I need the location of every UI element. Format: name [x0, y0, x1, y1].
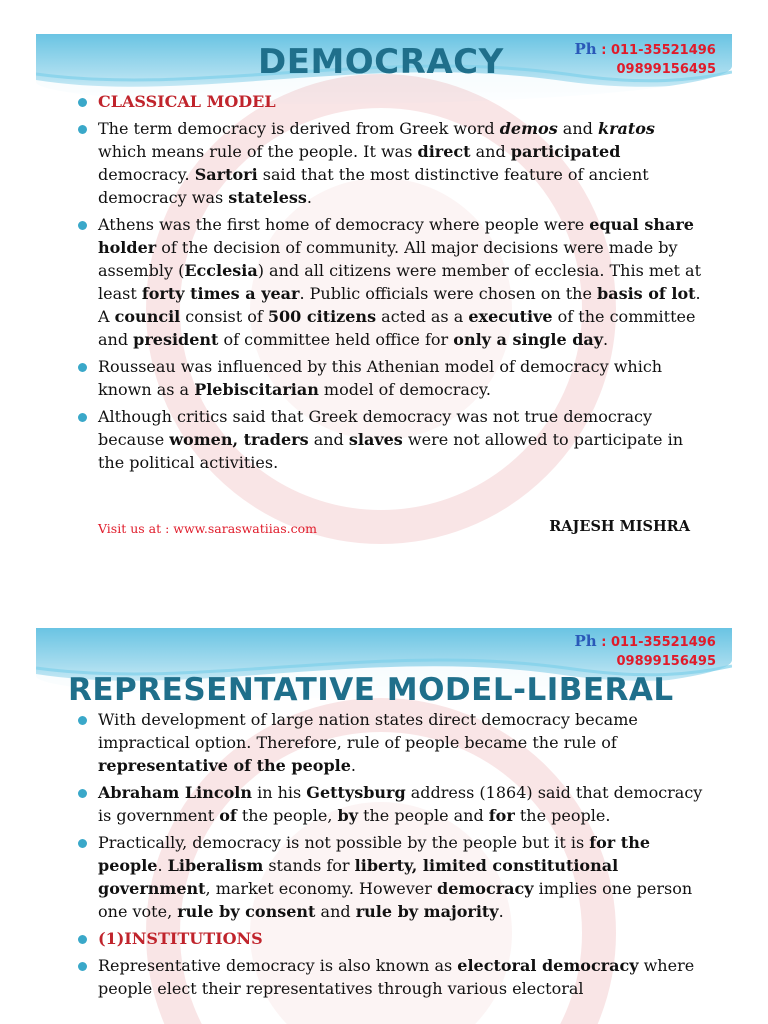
phone-number-2: 09899156495: [616, 654, 716, 669]
phone-separator: :: [596, 43, 611, 58]
list-item: Athens was the first home of democracy where people were equal share holder of the decision of community. All major decisions were made by assembly (Ecclesia) and all citizens were member of ecclesia. This met at least forty times a year. Public officials were chosen on the basis of lot. A council consist of 500 citizens acted as a executive of the committee and president of committee held office for only a single day.: [76, 213, 706, 351]
list-item: The term democracy is derived from Greek word demos and kratos which means rule of the people. It was direct and participated democracy. Sartori said that the most distinctive feature of ancient democracy was stateless.: [76, 117, 706, 209]
phone-separator: :: [596, 635, 611, 650]
list-item: With development of large nation states direct democracy became impractical option. Therefore, rule of people became the rule of representative of the people.: [76, 708, 706, 777]
section-heading: (1)INSTITUTIONS: [98, 929, 263, 948]
phone-contact: [575, 40, 717, 79]
phone-number-1: 011-35521496: [610, 635, 716, 650]
list-item: Representative democracy is also known as electoral democracy where people elect their representatives through various electoral: [76, 954, 706, 1000]
slide-representative-model: [36, 628, 732, 1024]
list-item: Although critics said that Greek democracy was not true democracy because women, traders and slaves were not allowed to participate in the political activities.: [76, 405, 706, 474]
phone-label: Ph: [574, 632, 597, 650]
website-link[interactable]: Visit us at : www.saraswatiias.com: [98, 521, 317, 536]
slide-title: REPRESENTATIVE MODEL-LIBERAL: [68, 672, 674, 708]
phone-number-2: 09899156495: [616, 62, 716, 77]
phone-label: Ph: [574, 40, 597, 58]
list-item: [76, 927, 706, 950]
phone-number-1: 011-35521496: [610, 43, 716, 58]
section-heading: CLASSICAL MODEL: [98, 92, 276, 111]
list-item: Rousseau was influenced by this Athenian model of democracy which known as a Plebiscitarian model of democracy.: [76, 355, 706, 401]
author-name: RAJESH MISHRA: [549, 518, 690, 535]
list-item: Practically, democracy is not possible by the people but it is for the people. Liberalism stands for liberty, limited constitutional government, market economy. However democracy implies one person one vote, rule by consent and rule by majority.: [76, 831, 706, 923]
bullet-list: [76, 708, 706, 1004]
bullet-list: [76, 90, 706, 478]
list-item: Abraham Lincoln in his Gettysburg address (1864) said that democracy is government of the people, by the people and for the people.: [76, 781, 706, 827]
slide-title: DEMOCRACY: [258, 42, 504, 82]
phone-contact: [575, 632, 717, 671]
list-item: [76, 90, 706, 113]
slide-democracy: [36, 34, 732, 560]
